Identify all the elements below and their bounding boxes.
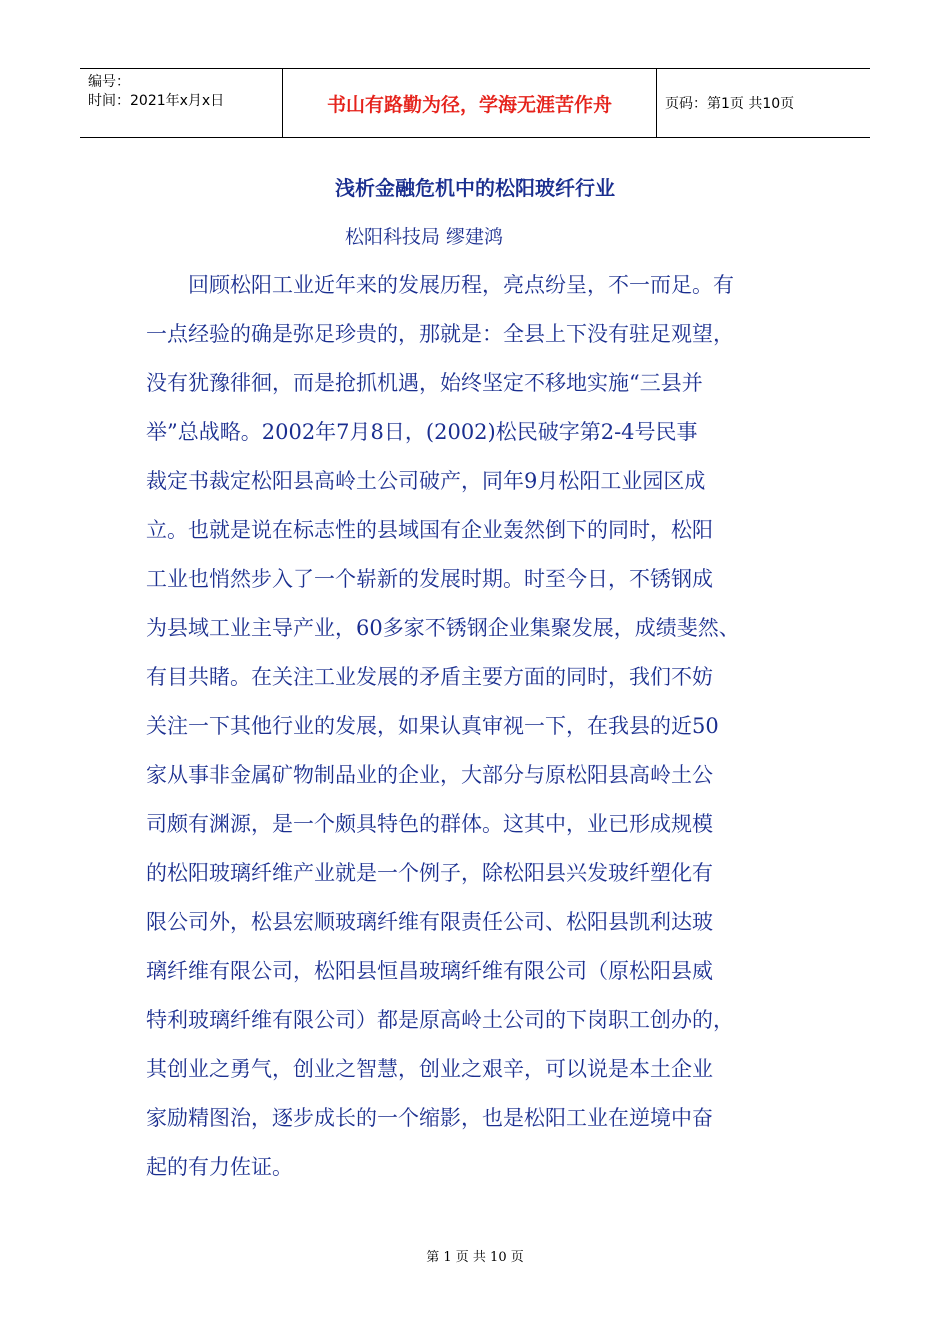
body-line: 裁定书裁定松阳县高岭土公司破产，同年9月松阳工业园区成 bbox=[146, 469, 706, 493]
body-line: 回顾松阳工业近年来的发展历程，亮点纷呈，不一而足。有 bbox=[146, 273, 734, 297]
body-line: 关注一下其他行业的发展，如果认真审视一下，在我县的近50 bbox=[146, 714, 719, 738]
body-line: 其创业之勇气，创业之智慧，创业之艰辛，可以说是本土企业 bbox=[146, 1057, 713, 1081]
header-page-info: 页码：第1页 共10页 bbox=[665, 96, 795, 112]
time-label: 时间：2021年x月x日 bbox=[88, 93, 225, 109]
page-header bbox=[80, 68, 870, 138]
body-line: 家从事非金属矿物制品业的企业，大部分与原松阳县高岭土公 bbox=[146, 763, 713, 787]
document-author: 松阳科技局 缪建鸿 bbox=[345, 226, 504, 248]
body-line: 工业也悄然步入了一个崭新的发展时期。时至今日，不锈钢成 bbox=[146, 567, 713, 591]
body-line: 司颇有渊源，是一个颇具特色的群体。这其中，业已形成规模 bbox=[146, 812, 713, 836]
body-line: 限公司外，松县宏顺玻璃纤维有限责任公司、松阳县凯利达玻 bbox=[146, 910, 713, 934]
header-motto: 书山有路勤为径，学海无涯苦作舟 bbox=[282, 69, 657, 137]
body-line: 璃纤维有限公司，松阳县恒昌玻璃纤维有限公司（原松阳县威 bbox=[146, 959, 713, 983]
body-line: 有目共睹。在关注工业发展的矛盾主要方面的同时，我们不妨 bbox=[146, 665, 713, 689]
body-line: 特利玻璃纤维有限公司）都是原高岭土公司的下岗职工创办的， bbox=[146, 1008, 734, 1032]
page-footer: 第 1 页 共 10 页 bbox=[426, 1250, 524, 1265]
body-line: 立。也就是说在标志性的县域国有企业轰然倒下的同时，松阳 bbox=[146, 518, 713, 542]
document-title: 浅析金融危机中的松阳玻纤行业 bbox=[335, 176, 615, 200]
body-line: 没有犹豫徘徊，而是抢抓机遇，始终坚定不移地实施“三县并 bbox=[146, 371, 703, 395]
number-label: 编号： bbox=[88, 74, 130, 90]
body-line: 家励精图治，逐步成长的一个缩影，也是松阳工业在逆境中奋 bbox=[146, 1106, 713, 1130]
body-line: 起的有力佐证。 bbox=[146, 1155, 293, 1179]
body-line: 举”总战略。2002年7月8日，(2002)松民破字第2-4号民事 bbox=[146, 420, 698, 444]
body-line: 的松阳玻璃纤维产业就是一个例子，除松阳县兴发玻纤塑化有 bbox=[146, 861, 713, 885]
document-body bbox=[146, 266, 818, 1197]
body-line: 为县域工业主导产业，60多家不锈钢企业集聚发展，成绩斐然、 bbox=[146, 616, 740, 640]
body-line: 一点经验的确是弥足珍贵的，那就是：全县上下没有驻足观望， bbox=[146, 322, 734, 346]
header-meta bbox=[80, 69, 282, 137]
